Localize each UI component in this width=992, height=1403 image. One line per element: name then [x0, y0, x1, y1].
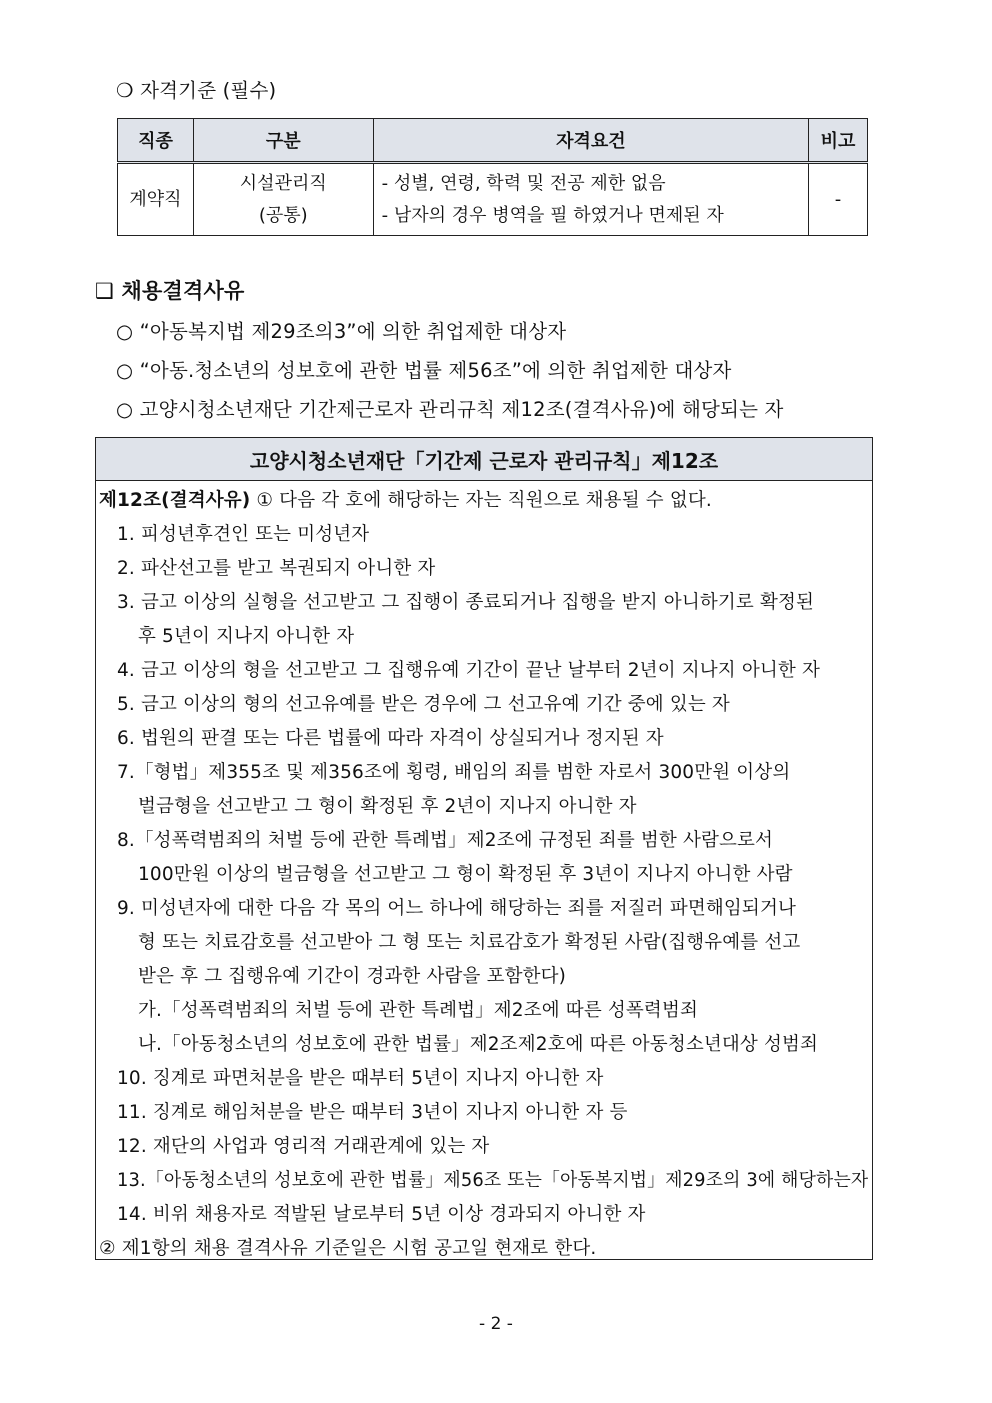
list-item: 14. 비위 채용자로 적발된 날로부터 5년 이상 경과되지 아니한 자 — [117, 1204, 646, 1225]
list-item: 13.「아동청소년의 성보호에 관한 법률」제56조 또는「아동복지법」제29조의 3에 해당하는자 — [117, 1170, 869, 1191]
cell-note: - — [809, 163, 868, 236]
list-item: 후 5년이 지나지 아니한 자 — [138, 626, 355, 647]
list-item: 나.「아동청소년의 성보호에 관한 법률」제2조제2호에 따른 아동청소년대상 성범죄 — [138, 1034, 819, 1055]
list-item: 받은 후 그 집행유예 기간이 경과한 사람을 포함한다) — [138, 966, 567, 987]
list-item: 벌금형을 선고받고 그 형이 확정된 후 2년이 지나지 아니한 자 — [138, 796, 637, 817]
list-item: 6. 법원의 판결 또는 다른 법률에 따라 자격이 상실되거나 정지된 자 — [117, 728, 664, 749]
cell-category — [193, 163, 373, 236]
regulation-title: 고양시청소년재단「기간제 근로자 관리규칙」제12조 — [96, 438, 872, 481]
article-intro-line — [99, 486, 712, 512]
list-item: 9. 미성년자에 대한 다음 각 목의 어느 하나에 해당하는 죄를 저질러 파면해임되거나 — [117, 898, 796, 919]
list-item: 5. 금고 이상의 형의 선고유예를 받은 경우에 그 선고유예 기간 중에 있는 자 — [117, 694, 730, 715]
closing-clause: ② 제1항의 채용 결격사유 기준일은 시험 공고일 현재로 한다. — [99, 1238, 597, 1259]
regulation-box — [95, 437, 873, 1260]
header-category: 구분 — [193, 119, 373, 163]
disqualification-item-3: ○ 고양시청소년재단 기간제근로자 관리규칙 제12조(결격사유)에 해당되는 자 — [116, 398, 784, 421]
disqualification-item-2: ○ “아동.청소년의 성보호에 관한 법률 제56조”에 의한 취업제한 대상자 — [116, 359, 732, 382]
cell-job-type: 계약직 — [118, 163, 194, 236]
list-item: 12. 재단의 사업과 영리적 거래관계에 있는 자 — [117, 1136, 490, 1157]
disqualification-heading: ❑ 채용결격사유 — [95, 279, 245, 303]
header-note: 비고 — [809, 119, 868, 163]
list-item: 100만원 이상의 벌금형을 선고받고 그 형이 확정된 후 3년이 지나지 아니한 사람 — [138, 864, 793, 885]
cell-requirements — [373, 163, 808, 236]
qualification-table — [117, 118, 868, 236]
list-item: 11. 징계로 해임처분을 받은 때부터 3년이 지나지 아니한 자 등 — [117, 1102, 628, 1123]
requirement-1: - 성별, 연령, 학력 및 전공 제한 없음 — [381, 172, 666, 194]
table-row — [118, 163, 868, 236]
requirement-2: - 남자의 경우 병역을 필 하였거나 면제된 자 — [381, 204, 724, 226]
list-item: 가.「성폭력범죄의 처벌 등에 관한 특례법」제2조에 따른 성폭력범죄 — [138, 1000, 698, 1021]
list-item: 1. 피성년후견인 또는 미성년자 — [117, 524, 370, 545]
list-item: 10. 징계로 파면처분을 받은 때부터 5년이 지나지 아니한 자 — [117, 1068, 604, 1089]
list-item: 8.「성폭력범죄의 처벌 등에 관한 특례법」제2조에 규정된 죄를 범한 사람으로서 — [117, 830, 774, 851]
category-line-2: (공통) — [258, 204, 308, 226]
header-requirements: 자격요건 — [373, 119, 808, 163]
header-job-type: 직종 — [118, 119, 194, 163]
qualification-heading: ❍ 자격기준 (필수) — [116, 79, 277, 102]
list-item: 2. 파산선고를 받고 복권되지 아니한 자 — [117, 558, 436, 579]
list-item: 형 또는 치료감호를 선고받아 그 형 또는 치료감호가 확정된 사람(집행유예를 선고 — [138, 932, 801, 953]
list-item: 4. 금고 이상의 형을 선고받고 그 집행유예 기간이 끝난 날부터 2년이 지나지 아니한 자 — [117, 660, 820, 681]
list-item: 7.「형법」제355조 및 제356조에 횡령, 배임의 죄를 범한 자로서 300만원 이상의 — [117, 762, 791, 783]
article-intro: ① 다음 각 호에 해당하는 자는 직원으로 채용될 수 없다. — [250, 490, 712, 511]
list-item: 3. 금고 이상의 실형을 선고받고 그 집행이 종료되거나 집행을 받지 아니하기로 확정된 — [117, 592, 815, 613]
article-label: 제12조(결격사유) — [99, 490, 251, 511]
disqualification-item-1: ○ “아동복지법 제29조의3”에 의한 취업제한 대상자 — [116, 320, 567, 343]
page-number: - 2 - — [479, 1314, 513, 1334]
category-line-1: 시설관리직 — [239, 172, 327, 194]
